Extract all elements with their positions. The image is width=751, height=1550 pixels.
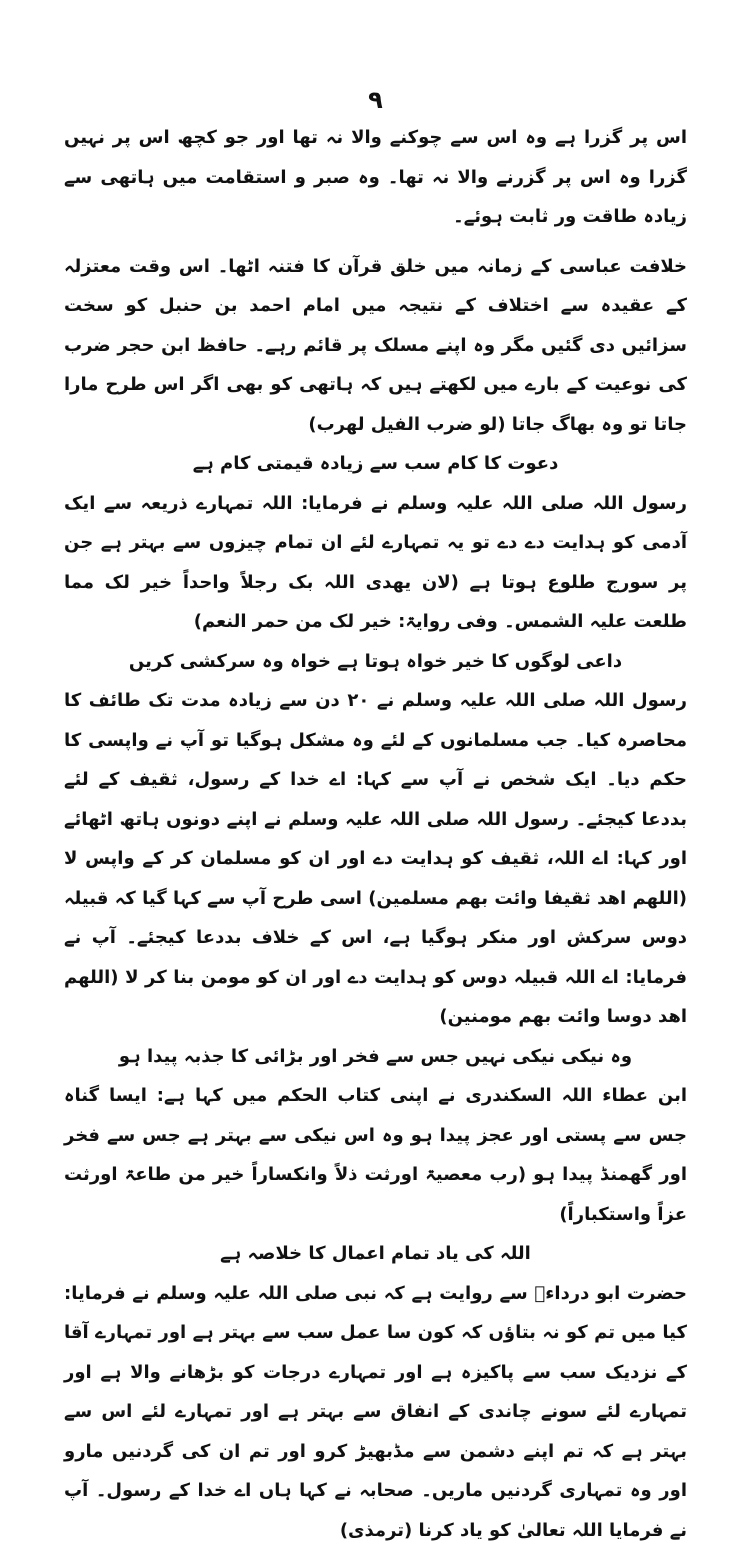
section-heading: داعی لوگوں کا خیر خواہ ہوتا ہے خواہ وہ سرکشی کریں (64, 642, 687, 682)
paragraph: ابن عطاء اللہ السکندری نے اپنی کتاب الحکم میں کہا ہے: ایسا گناہ جس سے پستی اور عجز پیدا ہو وہ اس نیکی سے بہتر ہے جس سے فخر اور گھمنڈ پیدا ہو (رب معصیۃ اورثت ذلاً وانکساراً خیر من طاعۃ اورثت عزاً واستکباراً) (64, 1076, 687, 1234)
paragraph: حضرت ابو درداءؓ سے روایت ہے کہ نبی صلی اللہ علیہ وسلم نے فرمایا: کیا میں تم کو نہ بتاؤں کہ کون سا عمل سب سے بہتر ہے اور تمہارے آقا کے نزدیک سب سے پاکیزہ ہے اور تمہارے درجات کو بڑھانے والا ہے اور تمہارے لئے سونے چاندی کے انفاق سے بہتر ہے اور تمہارے لئے اس سے بہتر ہے کہ تم اپنے دشمن سے مڈبھیڑ کرو اور تم ان کی گردنیں مارو اور وہ تمہاری گردنیں ماریں۔ صحابہ نے کہا ہاں اے خدا کے رسول۔ آپ نے فرمایا اللہ تعالیٰ کو یاد کرنا (ترمذی) (64, 1274, 687, 1550)
section-heading: دعوت کا کام سب سے زیادہ قیمتی کام ہے (64, 444, 687, 484)
page-content (64, 118, 687, 1550)
page-number: ۹ (0, 86, 751, 114)
paragraph: رسول اللہ صلی اللہ علیہ وسلم نے ۲۰ دن سے زیادہ مدت تک طائف کا محاصرہ کیا۔ جب مسلمانوں کے لئے وہ مشکل ہوگیا تو آپ نے واپسی کا حکم دیا۔ ایک شخص نے آپ سے کہا: اے خدا کے رسول، ثقیف کے لئے بددعا کیجئے۔ رسول اللہ صلی اللہ علیہ وسلم نے اپنے دونوں ہاتھ اٹھائے اور کہا: اے اللہ، ثقیف کو ہدایت دے اور ان کو مسلمان کر کے واپس لا (اللھم اھد ثقیفا وائت بھم مسلمین) اسی طرح آپ سے کہا گیا کہ قبیلہ دوس سرکش اور منکر ہوگیا ہے، اس کے خلاف بددعا کیجئے۔ آپ نے فرمایا: اے اللہ قبیلہ دوس کو ہدایت دے اور ان کو مومن بنا کر لا (اللھم اھد دوسا وائت بھم مومنین) (64, 681, 687, 1037)
paragraph: خلافت عباسی کے زمانہ میں خلق قرآن کا فتنہ اٹھا۔ اس وقت معتزلہ کے عقیدہ سے اختلاف کے نتیجہ میں امام احمد بن حنبل کو سخت سزائیں دی گئیں مگر وہ اپنے مسلک پر قائم رہے۔ حافظ ابن حجر ضرب کی نوعیت کے بارے میں لکھتے ہیں کہ ہاتھی کو بھی اگر اس طرح مارا جاتا تو وہ بھاگ جاتا (لو ضرب الفیل لھرب) (64, 247, 687, 445)
paragraph: رسول اللہ صلی اللہ علیہ وسلم نے فرمایا: اللہ تمہارے ذریعہ سے ایک آدمی کو ہدایت دے دے تو یہ تمہارے لئے ان تمام چیزوں سے بہتر ہے جن پر سورج طلوع ہوتا ہے (لان یھدی اللہ بک رجلاً واحداً خیر لک مما طلعت علیہ الشمس۔ وفی روایۃ: خیر لک من حمر النعم) (64, 484, 687, 642)
section-heading: اللہ کی یاد تمام اعمال کا خلاصہ ہے (64, 1234, 687, 1274)
paragraph: اس پر گزرا ہے وہ اس سے چوکنے والا نہ تھا اور جو کچھ اس پر نہیں گزرا وہ اس پر گزرنے والا نہ تھا۔ وہ صبر و استقامت میں ہاتھی سے زیادہ طاقت ور ثابت ہوئے۔ (64, 118, 687, 237)
section-heading: وہ نیکی نیکی نہیں جس سے فخر اور بڑائی کا جذبہ پیدا ہو (64, 1037, 687, 1077)
